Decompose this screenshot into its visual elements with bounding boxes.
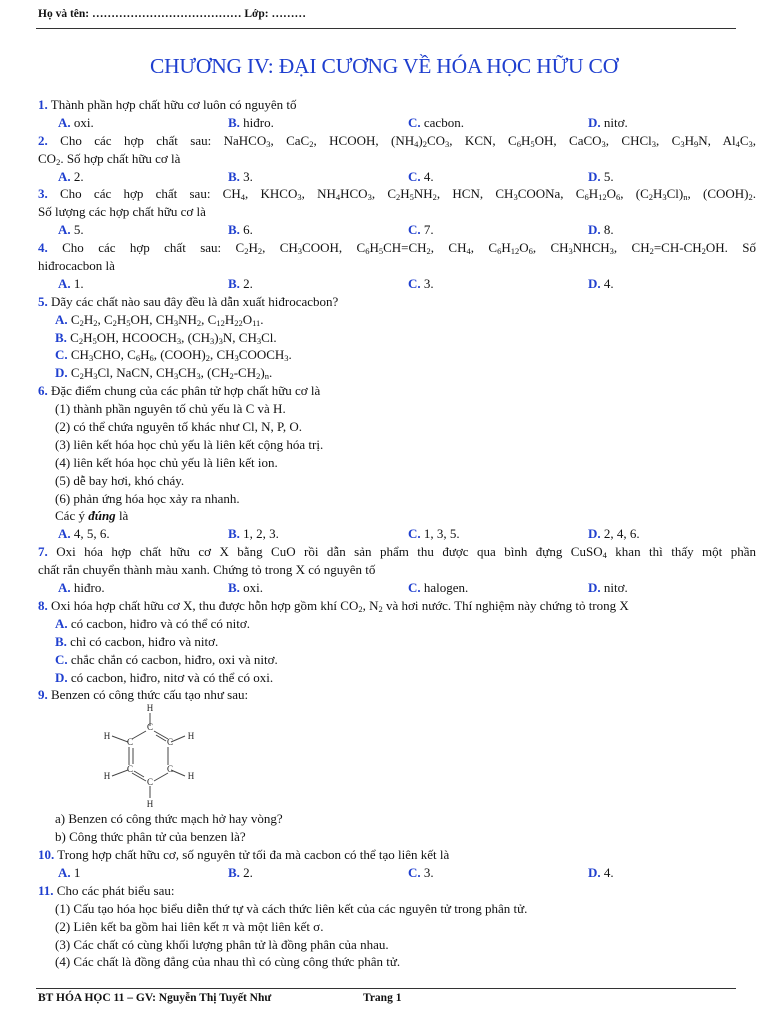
option-b <box>228 579 263 597</box>
answer-options <box>38 579 756 597</box>
hydrogen-atom: H <box>146 799 154 810</box>
statement-item: (6) phản ứng hóa học xảy ra nhanh. <box>55 490 240 506</box>
option-letter: B. <box>228 168 240 184</box>
statement-list <box>38 400 756 507</box>
option-d <box>588 221 614 239</box>
option-text: 1, 2, 3. <box>239 526 279 542</box>
option-letter: D. <box>55 669 68 685</box>
question-text: Dãy các chất nào sau đây đều là dẫn xuất hiđrocacbon? <box>51 293 339 309</box>
option-letter: D. <box>588 275 601 291</box>
option-text: $C_2H_2$, $C_2H_5OH$, $CH_3NH_2$, $C_{12}H_{22}O_{11}$. <box>67 311 264 328</box>
option-c <box>408 221 434 239</box>
question-6-prompt: Các ý đúng là <box>55 508 129 524</box>
option-b <box>228 168 253 186</box>
option-letter: D. <box>588 864 601 880</box>
option-letter: B. <box>228 864 240 880</box>
option-letter: B. <box>228 580 240 596</box>
option-letter: A. <box>58 222 71 238</box>
option-letter: A. <box>58 526 71 542</box>
hydrogen-atom: H <box>146 704 154 714</box>
question-text: Cho các hợp chất sau: $CH_4$, $KHCO_3$, $NH_4HCO_3$, $C_2H_5NH_2$, HCN, $CH_3COONa$, $C_6H_{12}O_6$, $(C_2H_3Cl)_n$, $(COOH)_2$. <box>60 186 757 203</box>
option-text: oxi. <box>239 580 264 596</box>
question-9 <box>38 686 756 704</box>
option-text: cacbon. <box>420 114 464 130</box>
question-text: Thành phần hợp chất hữu cơ luôn có nguyên tố <box>50 97 297 112</box>
question-8 <box>38 597 756 615</box>
option-text: 3. <box>420 864 434 880</box>
option-text: 2. <box>70 168 84 184</box>
statement-item: (1) thành phần nguyên tố chủ yếu là C và H. <box>55 401 286 417</box>
option-text: 4. <box>600 864 614 880</box>
option-text: nitơ. <box>600 580 628 596</box>
option-text: chỉ có cacbon, hiđro và nitơ. <box>66 633 219 649</box>
choice-a <box>38 615 756 633</box>
option-letter: D. <box>588 526 601 542</box>
option-letter: C. <box>408 222 421 238</box>
option-text: 6. <box>239 222 253 238</box>
choice-a <box>38 311 756 329</box>
question-number: 11. <box>38 882 54 898</box>
option-b <box>228 864 253 882</box>
option-d <box>588 275 614 293</box>
option-d <box>588 864 614 882</box>
option-text: có cacbon, hiđro, nitơ và có thể có oxi. <box>67 669 274 685</box>
question-7-cont: chất rắn chuyển thành màu xanh. Chứng tỏ trong X có nguyên tố <box>38 562 376 578</box>
option-letter: A. <box>58 864 71 880</box>
option-text: 8. <box>600 222 614 238</box>
option-a <box>58 525 110 543</box>
question-9-part-b: b) Công thức phân tử của benzen là? <box>55 829 246 845</box>
question-3-cont: Số lượng các hợp chất hữu cơ là <box>38 204 206 220</box>
option-d <box>588 168 614 186</box>
question-number: 6. <box>38 383 48 399</box>
option-letter: D. <box>588 168 601 184</box>
hydrogen-atom: H <box>103 771 111 782</box>
choice-b <box>38 633 756 651</box>
question-2-cont: $CO_2$. Số hợp chất hữu cơ là <box>38 150 181 167</box>
question-text: Oxi hóa hợp chất hữu cơ X, thu được hỗn hợp gồm khí $CO_2$, $N_2$ và hơi nước. Thí nghiệm này chứng tỏ trong X <box>51 597 629 614</box>
option-text: 4, 5, 6. <box>70 526 110 542</box>
option-a <box>58 579 105 597</box>
carbon-atom: C <box>166 737 174 748</box>
question-text: Cho các phát biểu sau: <box>56 882 175 898</box>
option-c <box>408 114 464 132</box>
choice-c <box>38 346 756 364</box>
option-text: $CH_3CHO$, $C_6H_6$, $(COOH)_2$, $CH_3COOCH_3$. <box>67 347 292 364</box>
option-text: 3. <box>420 275 434 291</box>
page-title: CHƯƠNG IV: ĐẠI CƯƠNG VỀ HÓA HỌC HỮU CƠ <box>149 54 619 78</box>
option-letter: C. <box>408 580 421 596</box>
option-c <box>408 579 468 597</box>
question-text: Đặc điểm chung của các phân tử hợp chất hữu cơ là <box>51 383 321 399</box>
option-letter: D. <box>55 365 68 381</box>
option-letter: D. <box>588 222 601 238</box>
option-b <box>228 221 253 239</box>
option-letter: C. <box>408 168 421 184</box>
statement-item: (5) dễ bay hơi, khó cháy. <box>55 472 185 488</box>
option-letter: A. <box>58 168 71 184</box>
option-c <box>408 168 434 186</box>
footer-divider <box>36 988 736 989</box>
question-7 <box>38 543 756 561</box>
option-letter: A. <box>55 311 68 327</box>
statement-item: (2) Liên kết ba gồm hai liên kết π và một liên kết σ. <box>55 918 324 934</box>
question-text: Cho các hợp chất sau: $C_2H_2$, $CH_3COOH$, $C_6H_5CH=CH_2$, $CH_4$, $C_6H_{12}O_6$, $CH_3NHCH_3$, $CH_2=CH-CH_2OH$. Số <box>62 240 757 257</box>
option-text: oxi. <box>70 114 94 130</box>
option-text: 2. <box>239 275 253 291</box>
option-letter: D. <box>588 580 601 596</box>
question-number: 8. <box>38 597 48 613</box>
question-text: Trong hợp chất hữu cơ, số nguyên tử tối đa mà cacbon có thể tạo liên kết là <box>57 847 450 863</box>
option-letter: A. <box>55 615 68 631</box>
option-a <box>58 114 94 132</box>
question-6 <box>38 382 756 400</box>
statement-item: (4) liên kết hóa học chủ yếu là liên kết ion. <box>55 454 278 470</box>
option-letter: C. <box>408 275 421 291</box>
page-number: Trang 1 <box>363 992 402 1004</box>
option-b <box>228 114 274 132</box>
option-letter: C. <box>408 526 421 542</box>
question-11 <box>38 882 756 900</box>
option-text: có cacbon, hiđro và có thể có nitơ. <box>67 615 250 631</box>
carbon-atom: C <box>126 737 134 748</box>
option-letter: D. <box>588 114 601 130</box>
option-d <box>588 114 628 132</box>
benzene-structure <box>38 704 756 810</box>
option-text: hiđro. <box>239 114 274 130</box>
header-divider <box>36 28 736 29</box>
question-1 <box>38 96 756 114</box>
option-text: 1 <box>70 864 81 880</box>
option-letter: B. <box>228 275 240 291</box>
question-number: 5. <box>38 293 48 309</box>
option-b <box>228 525 279 543</box>
option-c <box>408 525 460 543</box>
question-number: 3. <box>38 186 48 202</box>
question-4-cont: hiđrocacbon là <box>38 258 115 274</box>
option-d <box>588 525 640 543</box>
answer-options <box>38 221 756 239</box>
option-letter: A. <box>58 275 71 291</box>
statement-item: (4) Các chất là đồng đẳng của nhau thì có cùng công thức phân tử. <box>55 954 401 970</box>
statement-list <box>38 900 756 972</box>
option-a <box>58 864 80 882</box>
question-number: 1. <box>38 97 48 112</box>
option-text: 1. <box>70 275 84 291</box>
question-2 <box>38 132 756 150</box>
option-a <box>58 275 84 293</box>
choice-list <box>38 615 756 687</box>
option-letter: B. <box>228 114 240 130</box>
option-c <box>408 864 434 882</box>
option-letter: B. <box>55 633 67 649</box>
option-a <box>58 221 84 239</box>
option-letter: C. <box>408 114 421 130</box>
option-text: halogen. <box>420 580 469 596</box>
answer-options <box>38 525 756 543</box>
question-number: 9. <box>38 687 48 703</box>
choice-list <box>38 311 756 383</box>
option-text: 1, 3, 5. <box>420 526 460 542</box>
option-text: 5. <box>600 168 614 184</box>
carbon-atom: C <box>166 764 174 775</box>
option-letter: C. <box>408 864 421 880</box>
hydrogen-atom: H <box>103 731 111 742</box>
worksheet-body <box>38 96 756 971</box>
statement-item: (2) có thể chứa nguyên tố khác như Cl, N, P, O. <box>55 419 302 435</box>
student-info-line: Họ và tên: ………………………………… Lớp: ……… <box>38 8 306 20</box>
statement-item: (1) Cấu tạo hóa học biểu diễn thứ tự và cách thức liên kết của các nguyên tử trong phân tử. <box>55 900 528 916</box>
answer-options <box>38 275 756 293</box>
option-text: 7. <box>420 222 434 238</box>
statement-item: (3) Các chất có cùng khối lượng phân tử là đồng phân của nhau. <box>55 936 389 952</box>
question-number: 7. <box>38 544 48 560</box>
footer-course-label: BT HÓA HỌC 11 – GV: Nguyễn Thị Tuyết Như <box>38 992 272 1004</box>
question-10 <box>38 846 756 864</box>
answer-options <box>38 168 756 186</box>
hydrogen-atom: H <box>187 771 195 782</box>
hydrogen-atom: H <box>187 731 195 742</box>
question-5 <box>38 293 756 311</box>
option-letter: A. <box>58 580 71 596</box>
question-3 <box>38 185 756 203</box>
emphasis-word: đúng <box>88 508 116 524</box>
option-text: 3. <box>239 168 253 184</box>
option-letter: B. <box>228 222 240 238</box>
option-letter: C. <box>55 651 68 667</box>
question-text: Cho các hợp chất sau: NaHCO$_3$, CaC$_2$, HCOOH, $(NH_4)_2CO_3$, KCN, $C_6H_5OH$, CaCO$_3$, CHCl$_3$, $C_3H_9N$, $Al_4C_3$, <box>60 132 756 149</box>
choice-d <box>38 669 756 687</box>
option-text: chắc chắn có cacbon, hiđro, oxi và nitơ. <box>67 651 278 667</box>
question-text: Benzen có công thức cấu tạo như sau: <box>51 687 249 703</box>
question-text: Oxi hóa hợp chất hữu cơ X bằng CuO rồi dẫn sản phẩm thu được qua bình đựng CuSO$_4$ khan thì thấy một phần <box>56 544 756 561</box>
option-text: nitơ. <box>600 114 628 130</box>
option-letter: B. <box>55 329 67 345</box>
option-letter: B. <box>228 526 240 542</box>
option-c <box>408 275 434 293</box>
choice-b <box>38 329 756 347</box>
carbon-atom: C <box>146 722 154 733</box>
choice-c <box>38 651 756 669</box>
option-text: $C_2H_3Cl$, NaCN, $CH_3CH_3$, $(CH_2-CH_2)_n$. <box>67 365 273 382</box>
statement-item: (3) liên kết hóa học chủ yếu là liên kết cộng hóa trị. <box>55 436 324 452</box>
option-letter: A. <box>58 114 71 130</box>
question-number: 2. <box>38 132 48 148</box>
question-4 <box>38 239 756 257</box>
benzene-structure-diagram <box>94 704 204 810</box>
question-number: 10. <box>38 847 55 863</box>
option-text: $C_2H_5OH$, $HCOOCH_3$, $(CH_3)_3N$, $CH_3Cl$. <box>66 329 277 346</box>
question-9-part-a: a) Benzen có công thức mạch hở hay vòng? <box>55 811 283 827</box>
carbon-atom: C <box>146 777 154 788</box>
option-text: 5. <box>70 222 84 238</box>
option-letter: C. <box>55 347 68 363</box>
option-text: 2, 4, 6. <box>600 526 640 542</box>
answer-options <box>38 864 756 882</box>
answer-options <box>38 114 756 132</box>
option-d <box>588 579 628 597</box>
question-number: 4. <box>38 240 48 256</box>
option-text: 4. <box>600 275 614 291</box>
option-text: 4. <box>420 168 434 184</box>
option-a <box>58 168 84 186</box>
option-text: 2. <box>239 864 253 880</box>
choice-d <box>38 364 756 382</box>
option-b <box>228 275 253 293</box>
option-text: hiđro. <box>70 580 105 596</box>
carbon-atom: C <box>126 764 134 775</box>
